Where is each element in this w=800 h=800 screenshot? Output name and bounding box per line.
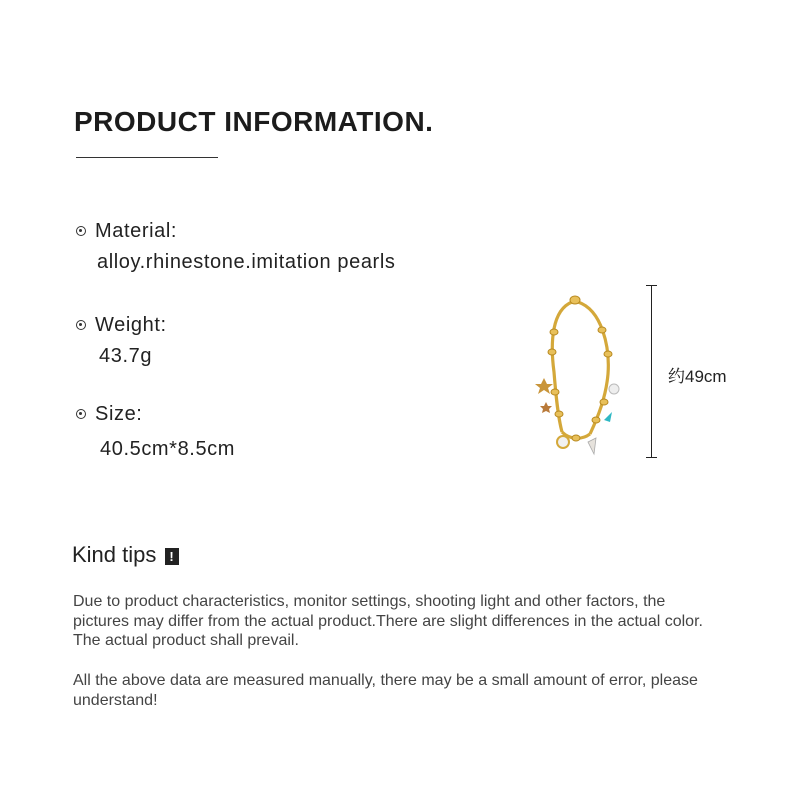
spec-value: 43.7g (99, 345, 153, 367)
page-title: PRODUCT INFORMATION. (74, 106, 434, 137)
kind-tips-title: Kind tips (72, 542, 157, 567)
measurement-cap-bottom (646, 457, 657, 458)
necklace-image (532, 292, 628, 462)
kind-tips-heading (72, 542, 179, 568)
alert-icon: ! (165, 548, 179, 565)
measurement-cap-top (646, 285, 657, 286)
spec-label: Material: (95, 220, 178, 242)
spec-weight (76, 314, 167, 368)
spec-size (76, 403, 235, 461)
bullet-icon (76, 226, 86, 236)
spec-value: 40.5cm*8.5cm (100, 438, 236, 460)
spec-label: Size: (95, 403, 143, 425)
bullet-icon (76, 409, 86, 419)
measurement-line (651, 285, 652, 457)
title-divider (76, 157, 218, 158)
spec-value: alloy.rhinestone.imitation pearls (97, 251, 396, 273)
disclaimer-paragraph: Due to product characteristics, monitor settings, shooting light and other factors, the pictures may differ from the actual product.There are slight differences in the actual color. The actual product shall prevail. (73, 593, 703, 649)
spec-material (76, 220, 395, 274)
spec-label: Weight: (95, 314, 167, 336)
measurement-note-paragraph: All the above data are measured manually, there may be a small amount of error, please understand! (73, 672, 698, 709)
bullet-icon (76, 320, 86, 330)
measurement-label: 约49cm (668, 367, 727, 386)
